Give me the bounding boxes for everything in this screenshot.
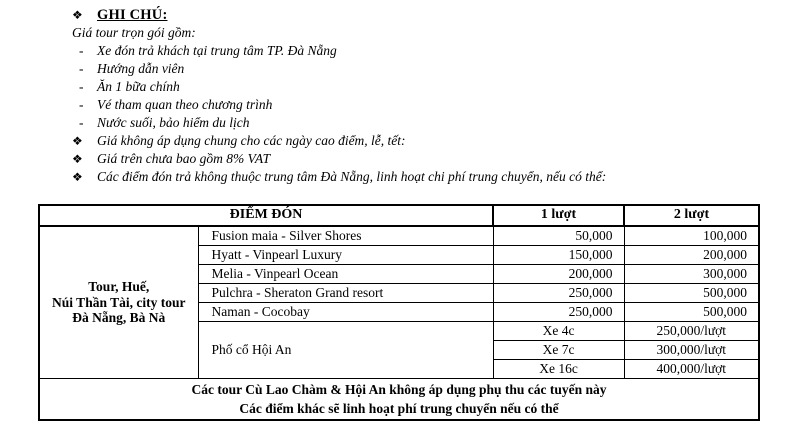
list-item-text: Nước suối, bảo hiểm du lịch [97,115,250,130]
notes-title: GHI CHÚ: [97,7,168,23]
extra-note-text: Giá không áp dụng chung cho các ngày cao điểm, lễ, tết: [97,133,406,148]
vehicle-type: Xe 16c [493,359,624,378]
pickup-price-table [38,204,760,421]
price-two-way: 300,000 [624,264,759,283]
header-pickup-point: ĐIỂM ĐÓN [39,205,493,226]
vehicle-rate: 300,000/lượt [624,340,759,359]
list-item [72,78,606,96]
extra-note [72,132,606,150]
vehicle-rate: 250,000/lượt [624,321,759,340]
pickup-name: Fusion maia - Silver Shores [198,226,493,245]
table-row [39,226,759,245]
price-two-way: 200,000 [624,245,759,264]
dash-bullet-icon: - [79,115,84,130]
price-one-way: 50,000 [493,226,624,245]
hoi-an-cell: Phố cổ Hội An [198,321,493,378]
extra-note-text: Các điểm đón trả không thuộc trung tâm Đà Nẵng, linh hoạt chi phí trung chuyển, nếu có thể: [97,169,607,184]
table-footer-cell [39,378,759,420]
price-two-way: 500,000 [624,283,759,302]
tour-group-cell [39,226,198,378]
list-item-text: Xe đón trả khách tại trung tâm TP. Đà Nẵng [97,43,337,58]
header-two-way: 2 lượt [624,205,759,226]
vehicle-rate: 400,000/lượt [624,359,759,378]
footer-note: Các điểm khác sẽ linh hoạt phí trung chuyển nếu có thể [239,400,559,416]
notes-title-line [72,6,606,24]
notes-intro [72,24,606,42]
list-item [72,96,606,114]
extra-note [72,150,606,168]
table-footer-row [39,378,759,420]
price-one-way: 250,000 [493,302,624,321]
extra-note [72,168,606,186]
diamond-bullet-icon: ❖ [72,170,83,184]
dash-bullet-icon: - [79,79,84,94]
diamond-bullet-icon: ❖ [72,134,83,148]
dash-bullet-icon: - [79,61,84,76]
tour-group-line: Tour, Huế, [88,278,150,294]
price-one-way: 150,000 [493,245,624,264]
dash-bullet-icon: - [79,97,84,112]
list-item-text: Hướng dẫn viên [97,61,185,76]
notes-section [72,6,606,186]
vehicle-type: Xe 4c [493,321,624,340]
list-item-text: Ăn 1 bữa chính [97,79,180,94]
extra-note-text: Giá trên chưa bao gồm 8% VAT [97,151,271,166]
pickup-name: Hyatt - Vinpearl Luxury [198,245,493,264]
price-one-way: 250,000 [493,283,624,302]
diamond-bullet-icon: ❖ [72,8,83,22]
pickup-name: Naman - Cocobay [198,302,493,321]
list-item [72,60,606,78]
price-two-way: 100,000 [624,226,759,245]
notes-intro-text: Giá tour trọn gói gồm: [72,25,196,40]
list-item [72,42,606,60]
pickup-name: Melia - Vinpearl Ocean [198,264,493,283]
list-item-text: Vé tham quan theo chương trình [97,97,273,112]
price-two-way: 500,000 [624,302,759,321]
pickup-name: Pulchra - Sheraton Grand resort [198,283,493,302]
price-one-way: 200,000 [493,264,624,283]
dash-bullet-icon: - [79,43,84,58]
tour-group-line: Núi Thần Tài, city tour [52,294,186,310]
table-header-row [39,205,759,226]
footer-note: Các tour Cù Lao Chàm & Hội An không áp dụng phụ thu các tuyến này [191,381,607,397]
header-one-way: 1 lượt [493,205,624,226]
list-item [72,114,606,132]
diamond-bullet-icon: ❖ [72,152,83,166]
tour-group-line: Đà Nẵng, Bà Nà [72,310,166,326]
vehicle-type: Xe 7c [493,340,624,359]
